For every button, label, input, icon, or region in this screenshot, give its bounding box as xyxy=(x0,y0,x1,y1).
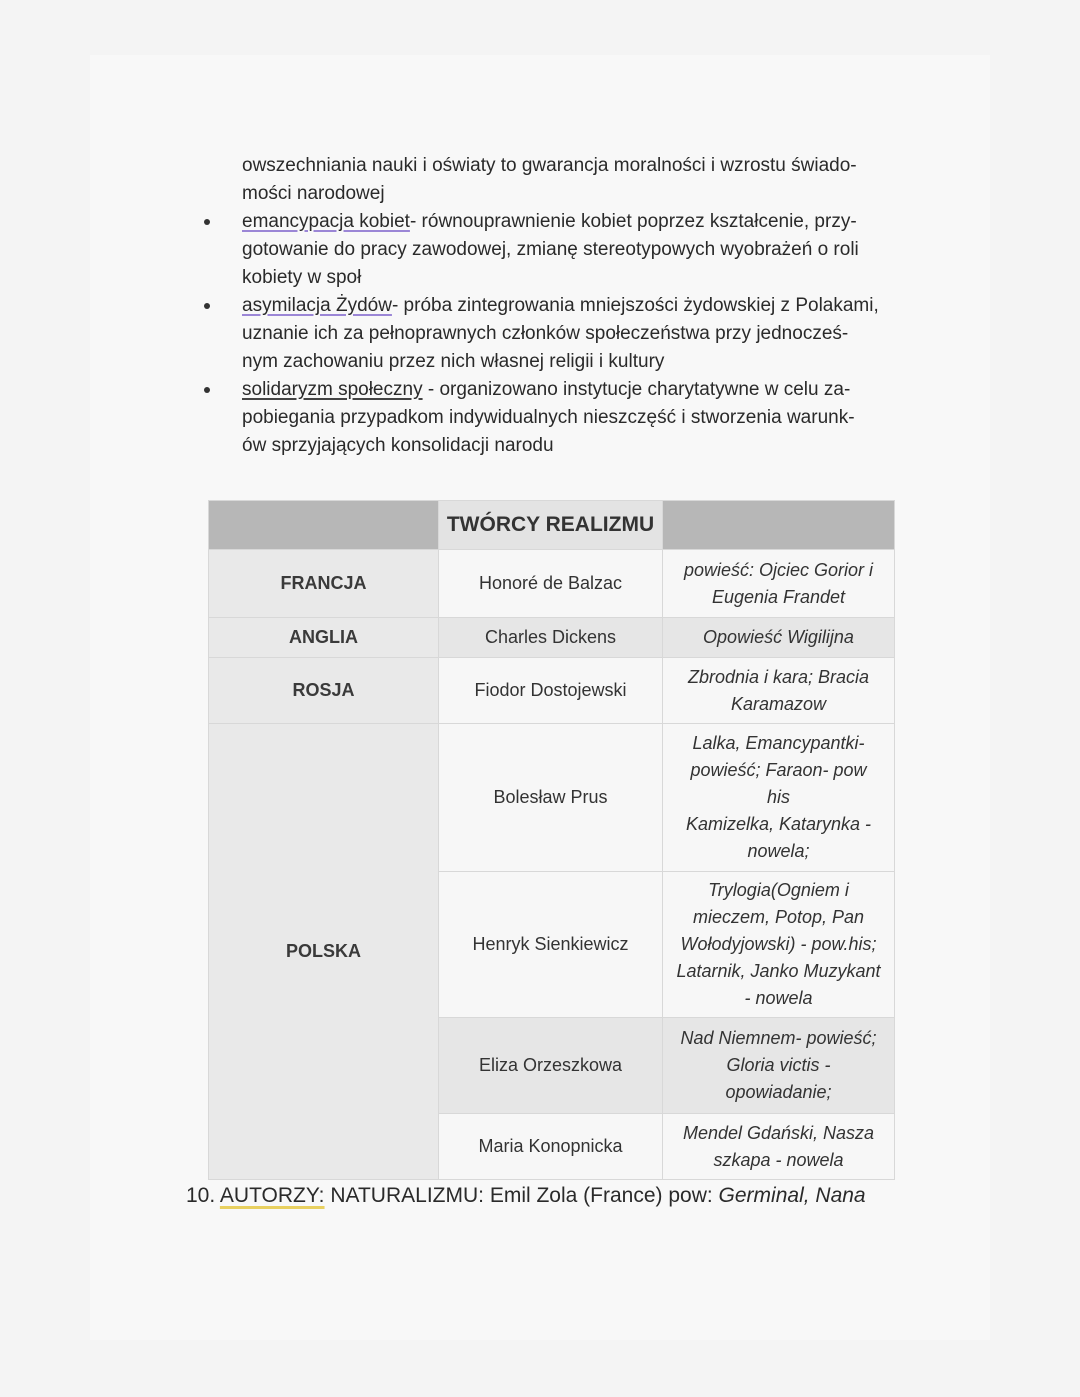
work-line: Lalka, Emancypantki- xyxy=(692,733,865,753)
realism-authors-table xyxy=(208,500,895,1180)
table-row xyxy=(209,724,895,872)
author-cell: Charles Dickens xyxy=(439,618,663,658)
bullet-item xyxy=(242,208,892,292)
work-line: Eugenia Frandet xyxy=(711,586,846,607)
bullet-text: nym zachowaniu przez nich własnej religii i kultury xyxy=(242,351,665,372)
bullet-text: - organizowano instytucje charytatywne w celu za- xyxy=(422,379,851,400)
term: asymilacja Żydów xyxy=(242,295,392,316)
bullet-text: - próba zintegrowania mniejszości żydowskiej z Polakami, xyxy=(391,295,879,316)
author-cell: Maria Konopnicka xyxy=(439,1114,663,1180)
work-line: his xyxy=(766,787,790,807)
naturalism-text: NATURALIZMU: Emil Zola (France) pow: xyxy=(324,1184,719,1207)
bullet-text: ów sprzyjających konsolidacji narodu xyxy=(242,435,554,456)
work-line: Zbrodnia i kara; Bracia xyxy=(687,666,870,687)
bullet-item xyxy=(242,376,892,460)
table-row xyxy=(209,658,895,724)
naturalism-line xyxy=(186,1184,986,1208)
works-cell xyxy=(663,1114,895,1180)
author-cell: Henryk Sienkiewicz xyxy=(439,872,663,1018)
author-cell: Fiodor Dostojewski xyxy=(439,658,663,724)
work-line: powieść: Ojciec Gorior i xyxy=(683,559,874,580)
work-line: szkapa - nowela xyxy=(713,1149,844,1170)
works-cell xyxy=(663,618,895,658)
works-cell xyxy=(663,658,895,724)
bullet-icon xyxy=(204,303,210,309)
work-line: Nad Niemnem- powieść; xyxy=(680,1028,877,1048)
work-line: Trylogia(Ogniem i xyxy=(708,880,849,900)
work-line: Wołodyjowski) - pow.his; xyxy=(680,934,877,954)
table-header: TWÓRCY REALIZMU xyxy=(439,501,663,550)
works-cell xyxy=(663,724,895,872)
table-row xyxy=(209,550,895,618)
bullet-text: kobiety w społ xyxy=(242,267,362,288)
works-cell xyxy=(663,872,895,1018)
work-line: Karamazow xyxy=(730,693,827,714)
work-line: Gloria victis - xyxy=(726,1055,831,1075)
bullet-item xyxy=(242,292,892,376)
work-line: Mendel Gdański, Nasza xyxy=(682,1122,875,1143)
work-line: nowela; xyxy=(747,841,810,861)
work-line: opowiadanie; xyxy=(725,1082,832,1102)
header-cell xyxy=(663,501,895,550)
work-line: - nowela xyxy=(744,988,813,1008)
header-cell xyxy=(209,501,439,550)
bullet-icon xyxy=(204,387,210,393)
section-number: 10. xyxy=(186,1184,216,1207)
table-header-row xyxy=(209,501,895,550)
country-cell: ROSJA xyxy=(209,658,439,724)
bullet-text: gotowanie do pracy zawodowej, zmianę stereotypowych wyobrażeń o roli xyxy=(242,239,859,260)
works-cell xyxy=(663,1018,895,1114)
bullet-text: pobiegania przypadkom indywidualnych nieszczęść i stworzenia warunk- xyxy=(242,407,855,428)
country-cell: ANGLIA xyxy=(209,618,439,658)
work-line: Latarnik, Janko Muzykant xyxy=(676,961,881,981)
bullet-text: uznanie ich za pełnoprawnych członków społeczeństwa przy jednocześ- xyxy=(242,323,849,344)
work-line: Kamizelka, Katarynka - xyxy=(685,814,872,834)
bullet-text: - równouprawnienie kobiet poprzez kształcenie, przy- xyxy=(409,211,857,232)
naturalism-works: Germinal, Nana xyxy=(718,1184,866,1207)
intro-line: mości narodowej xyxy=(242,183,385,204)
work-line: powieść; Faraon- pow xyxy=(690,760,867,780)
author-cell: Eliza Orzeszkowa xyxy=(439,1018,663,1114)
term: solidaryzm społeczny xyxy=(242,379,423,400)
term: emancypacja kobiet xyxy=(242,211,410,232)
works-cell xyxy=(663,550,895,618)
section-label: AUTORZY: xyxy=(219,1184,325,1207)
work-line: mieczem, Potop, Pan xyxy=(692,907,865,927)
intro-line: owszechniania nauki i oświaty to gwarancja moralności i wzrostu świado- xyxy=(242,155,857,176)
work-line: Opowieść Wigilijna xyxy=(703,627,854,647)
country-cell: POLSKA xyxy=(209,724,439,1180)
table-row xyxy=(209,618,895,658)
notes-text xyxy=(242,152,892,460)
author-cell: Bolesław Prus xyxy=(439,724,663,872)
author-cell: Honoré de Balzac xyxy=(439,550,663,618)
bullet-icon xyxy=(204,219,210,225)
country-cell: FRANCJA xyxy=(209,550,439,618)
